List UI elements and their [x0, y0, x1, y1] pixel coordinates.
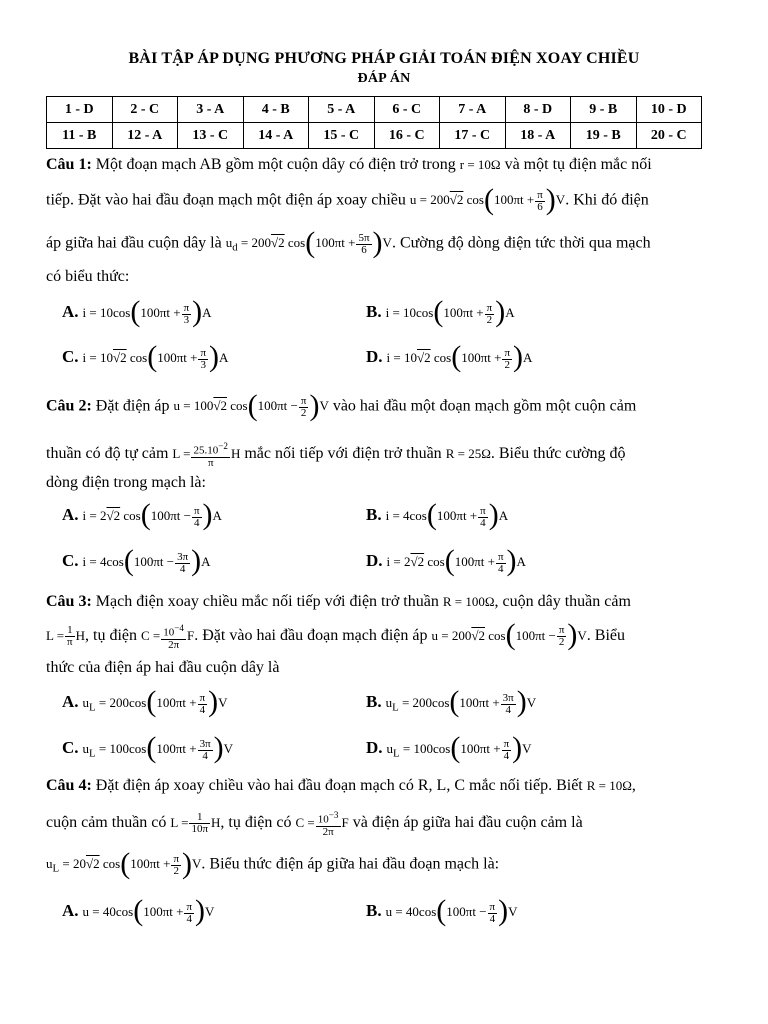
q3-option-c: C. $u_L = 100\cos(100\pi t$ + $\frac{3\pi}{4}$ )V	[62, 731, 234, 765]
formula: u = 200√2 cos(100πt − $\frac{\pi}{2}$ )V	[431, 617, 587, 651]
q1-option-d: D. i = 10√2 cos(100πt + $\frac{\pi}{2}$ )A	[366, 340, 533, 374]
answer-cell: 10 - D	[636, 97, 702, 123]
q2-line-3: dòng điện trong mạch là:	[46, 474, 206, 491]
answer-row-1	[47, 97, 702, 123]
q3-line-2: L = $\frac{1}{\pi}$ H, tụ điện C = $\frac{10^{-4}}{2\pi}$ F. Đặt vào hai đầu đoạn mạch điện áp u = 200√2 cos(100πt − $\frac{\pi}{2}$ )V. Biểu	[46, 617, 626, 651]
answer-cell: 17 - C	[440, 123, 506, 149]
answer-cell: 5 - A	[309, 97, 375, 123]
q2-line-1: Câu 2: Đặt điện áp u = 100√2 cos(100πt − $\frac{\pi}{2}$ )V vào hai đầu một đoạn mạch gồm một cuộn cảm	[46, 388, 637, 422]
formula: L = $\frac{1}{\pi}$ H	[46, 624, 85, 649]
formula: u = 200√2 cos(100πt + $\frac{\pi}{6}$ )V	[409, 182, 566, 216]
answer-cell: 13 - C	[178, 123, 244, 149]
formula: u = 100√2 cos(100πt − $\frac{\pi}{2}$ )V	[173, 388, 329, 422]
answer-cell: 2 - C	[112, 97, 178, 123]
answer-cell: 12 - A	[112, 123, 178, 149]
q3-option-d: D. $u_L = 100\cos(100\pi t$ + $\frac{\pi}{4}$ )V	[366, 731, 532, 765]
formula: R = 25Ω	[445, 445, 491, 461]
q2-option-a: A. i = 2√2 cos(100πt − $\frac{\pi}{4}$ )A	[62, 498, 222, 532]
q1-line-4: có biểu thức:	[46, 268, 130, 285]
formula: C = $\frac{10^{-3}}{2\pi}$ F	[295, 810, 349, 838]
answer-cell: 20 - C	[636, 123, 702, 149]
answer-cell: 4 - B	[243, 97, 309, 123]
q4-line-1: Câu 4: Đặt điện áp xoay chiều vào hai đầu đoạn mạch có R, L, C mắc nối tiếp. Biết R = 10Ω,	[46, 777, 636, 794]
formula: $u_L = 20√2$ cos(100πt + $\frac{\pi}{2}$ )V	[46, 846, 202, 880]
q2-line-2: thuần có độ tự cảm L = $\frac{25.10^{-2}}{\pi}$ H mắc nối tiếp với điện trở thuần R = 25Ω. Biểu thức cường độ	[46, 441, 626, 469]
formula: L = $\frac{1}{10\pi}$ H	[170, 811, 221, 836]
q2-option-d: D. i = 2√2 cos(100πt + $\frac{\pi}{4}$ )A	[366, 544, 526, 578]
answer-cell: 14 - A	[243, 123, 309, 149]
q1-option-a: A. i = 10cos(100πt + $\frac{\pi}{3}$ )A	[62, 295, 212, 329]
answer-cell: 9 - B	[571, 97, 637, 123]
q4-option-a: A. u = 40cos(100πt + $\frac{\pi}{4}$ )V	[62, 894, 215, 928]
formula: C = $\frac{10^{-4}}{2\pi}$ F	[141, 623, 195, 651]
answer-cell: 6 - C	[374, 97, 440, 123]
q4-option-b: B. u = 40cos(100πt − $\frac{\pi}{4}$ )V	[366, 894, 518, 928]
q3-line-1: Câu 3: Mạch điện xoay chiều mắc nối tiếp với điện trở thuần R = 100Ω, cuộn dây thuần cảm	[46, 593, 631, 610]
formula: L = $\frac{25.10^{-2}}{\pi}$ H	[172, 441, 241, 469]
q4-line-3: $u_L = 20√2$ cos(100πt + $\frac{\pi}{2}$ )V. Biểu thức điện áp giữa hai đầu đoạn mạch là:	[46, 846, 500, 880]
q1-label: Câu 1:	[46, 156, 92, 173]
answer-cell: 3 - A	[178, 97, 244, 123]
q4-label: Câu 4:	[46, 777, 92, 794]
formula: R = 100Ω	[442, 594, 495, 609]
q3-option-b: B. $u_L = 200\cos(100\pi t$ + $\frac{3\pi}{4}$ )V	[366, 685, 537, 719]
answer-cell: 8 - D	[505, 97, 571, 123]
answer-key-heading: ĐÁP ÁN	[357, 71, 411, 86]
q1-line-2: tiếp. Đặt vào hai đầu đoạn mạch một điện áp xoay chiều u = 200√2 cos(100πt + $\frac{\pi}{6}$ )V. Khi đó điện	[46, 182, 649, 216]
formula: R = 10Ω	[586, 778, 632, 793]
answer-cell: 19 - B	[571, 123, 637, 149]
answer-row-2	[47, 123, 702, 149]
answer-cell: 7 - A	[440, 97, 506, 123]
answer-cell: 11 - B	[47, 123, 113, 149]
answer-cell: 1 - D	[47, 97, 113, 123]
formula: $u_d = 200√2$ cos(100πt + $\frac{5\pi}{6}$ )V	[225, 225, 392, 259]
q2-option-c: C. i = 4cos(100πt − $\frac{3\pi}{4}$ )A	[62, 544, 211, 578]
q1-option-c: C. i = 10√2 cos(100πt + $\frac{\pi}{3}$ )A	[62, 340, 229, 374]
q1-line-1: Câu 1: Một đoạn mạch AB gồm một cuộn dây có điện trở trong r = 10Ω và một tụ điện mắc nối	[46, 156, 652, 173]
q2-option-b: B. i = 4cos(100πt + $\frac{\pi}{4}$ )A	[366, 498, 509, 532]
document-title: BÀI TẬP ÁP DỤNG PHƯƠNG PHÁP GIẢI TOÁN ĐIỆN XOAY CHIỀU	[128, 50, 640, 67]
answer-cell: 15 - C	[309, 123, 375, 149]
q3-option-a: A. $u_L = 200\cos(100\pi t$ + $\frac{\pi}{4}$ )V	[62, 685, 228, 719]
q1-option-b: B. i = 10cos(100πt + $\frac{\pi}{2}$ )A	[366, 295, 515, 329]
answer-cell: 16 - C	[374, 123, 440, 149]
q3-line-3: thức của điện áp hai đầu cuộn dây là	[46, 659, 280, 676]
q4-line-2: cuộn cảm thuần có L = $\frac{1}{10\pi}$ H, tụ điện có C = $\frac{10^{-3}}{2\pi}$ F và điện áp giữa hai đầu cuộn cảm là	[46, 810, 583, 838]
q3-label: Câu 3:	[46, 593, 92, 610]
answer-cell: 18 - A	[505, 123, 571, 149]
q1-line-3: áp giữa hai đầu cuộn dây là $u_d = 200√2$ cos(100πt + $\frac{5\pi}{6}$ )V. Cường độ dòng điện tức thời qua mạch	[46, 225, 651, 259]
answer-key-table	[46, 96, 702, 149]
formula: r = 10Ω	[459, 157, 501, 172]
q2-label: Câu 2:	[46, 397, 92, 415]
